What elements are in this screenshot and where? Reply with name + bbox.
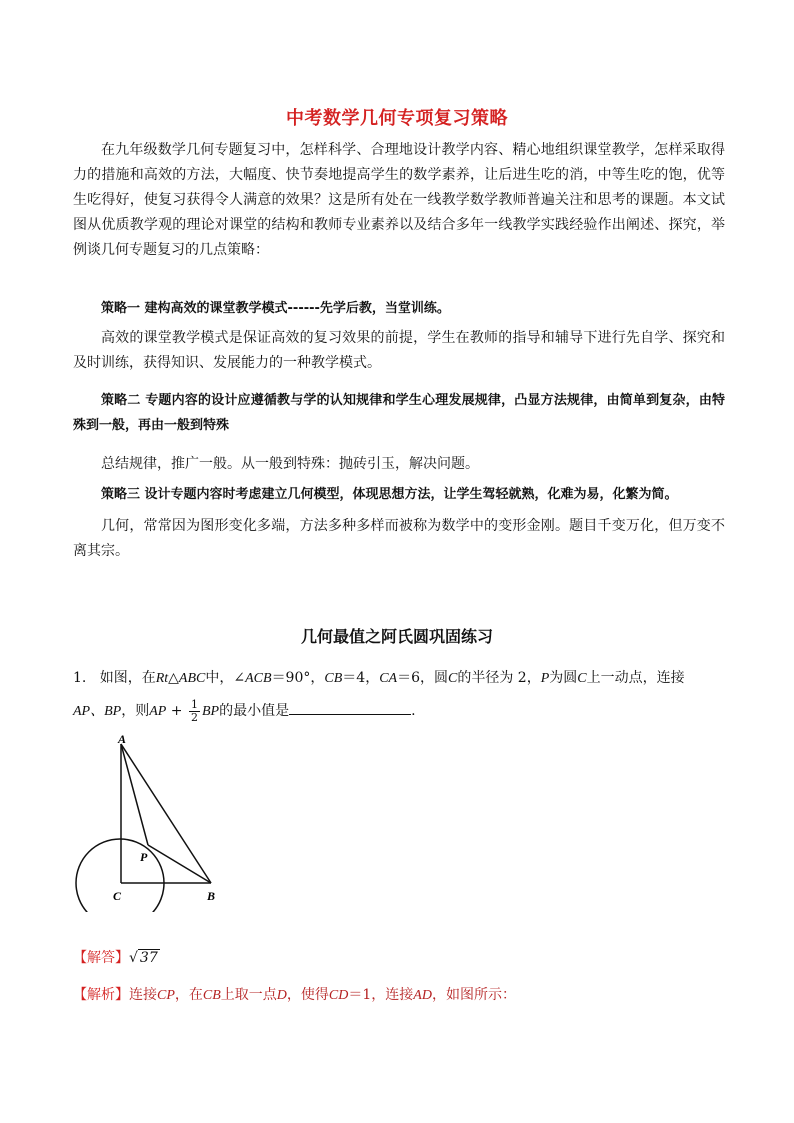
math-angle: ACB (245, 671, 272, 686)
document-title: 中考数学几何专项复习策略 (286, 108, 508, 129)
math-segments: AP、BP (73, 704, 122, 719)
answer-blank (289, 698, 411, 715)
math-segment: AD (413, 988, 432, 1003)
analysis-text: 上取一点 (220, 987, 277, 1003)
math-segment: CA (379, 671, 398, 686)
math-segment: AP (149, 704, 167, 719)
strategy-1-body: 高效的课堂教学模式是保证高效的复习效果的前提，学生在教师的指导和辅导下进行先自学、探究和及时训练，获得知识、发展能力的一种教学模式。 (73, 330, 725, 371)
math-rt-triangle: Rt△ABC (155, 671, 206, 686)
analysis-text: ，在 (174, 987, 203, 1003)
label-point-b: B (207, 889, 216, 903)
analysis-text: ＝1，连接 (348, 987, 414, 1003)
math-point: D (276, 988, 287, 1003)
strategy-2-body: 总结规律，推广一般。从一般到特殊：抛砖引玉，解决问题。 (101, 456, 479, 472)
geometry-figure (70, 730, 230, 912)
math-point: C (448, 671, 458, 686)
problem-1 (73, 662, 733, 728)
strategy-3-heading: 策略三 设计专题内容时考虑建立几何模型，体现思想方法，让学生驾轻就熟，化难为易，化繁为简。 (101, 487, 678, 502)
section-title: 几何最值之阿氏圆巩固练习 (300, 627, 493, 646)
math-segment: CP (157, 988, 175, 1003)
sqrt-expression (129, 950, 160, 966)
problem-number: 1. (73, 670, 87, 686)
label-point-a: A (118, 732, 127, 746)
strategy-3-body: 几何，常常因为图形变化多端，方法多种多样而被称为数学中的变形金刚。题目千变万化，但万变不离其宗。 (73, 518, 725, 559)
math-segment: CB (324, 671, 343, 686)
problem-text: 的最小值是 (219, 703, 290, 719)
math-segment: CB (202, 988, 221, 1003)
answer-tag: 【解答】 (73, 950, 129, 966)
strategy-1-heading: 策略一 建构高效的课堂教学模式------先学后教，当堂训练。 (101, 301, 450, 316)
problem-text: 为圆 (549, 670, 578, 686)
math-segment: CD (328, 988, 349, 1003)
problem-text: ＝6，圆 (397, 670, 449, 686)
problem-text: ，则 (121, 703, 150, 719)
problem-text: ＝90°， (271, 670, 325, 686)
fraction-denominator: 2 (190, 710, 198, 724)
problem-text: 上一动点，连接 (586, 670, 685, 686)
intro-paragraph: 在九年级数学几何专题复习中，怎样科学、合理地设计教学内容、精心地组织课堂教学，怎样采取得力的措施和高效的方法，大幅度、快节奏地提高学生的数学素养，让后进生吃的消，中等生吃的饱，优等生吃得好，使复习获得令人满意的效果？这是所有处在一线教学数学教师普遍关注和思考的课题。本文试图从优质教学观的理论对课堂的结构和教师专业素养以及结合多年一线教学实践经验作出阐述、探究，举例谈几何专题复习的几点策略： (73, 142, 725, 258)
problem-text: . (411, 703, 416, 719)
segment-ab (121, 744, 211, 883)
segment-ap (121, 744, 148, 845)
segment-bp (148, 845, 211, 883)
strategy-2-heading: 策略二 专题内容的设计应遵循教与学的认知规律和学生心理发展规律，凸显方法规律，由简单到复杂，由特殊到一般，再由一般到特殊 (73, 393, 725, 433)
math-point: P (540, 671, 550, 686)
math-segment: BP (201, 704, 220, 719)
sqrt-symbol: √ (129, 950, 138, 966)
problem-text: ＝4， (342, 670, 380, 686)
problem-text: 的半径为 2， (457, 670, 541, 686)
analysis-text: ，使得 (286, 987, 329, 1003)
label-point-p: P (140, 850, 148, 864)
math-point: C (577, 671, 587, 686)
problem-text: 中，∠ (205, 670, 246, 686)
analysis-tag: 【解析】 (73, 987, 129, 1003)
analysis-text: 连接 (129, 987, 157, 1003)
math-plus: + (166, 703, 187, 719)
answer-line (73, 947, 160, 967)
fraction-one-half (189, 699, 200, 724)
analysis-text: ，如图所示： (431, 987, 516, 1003)
analysis-line (73, 984, 516, 1004)
sqrt-radicand: 37 (139, 950, 158, 966)
fraction-numerator: 1 (190, 697, 198, 711)
problem-text: 如图，在 (99, 670, 156, 686)
label-point-c: C (113, 889, 122, 903)
